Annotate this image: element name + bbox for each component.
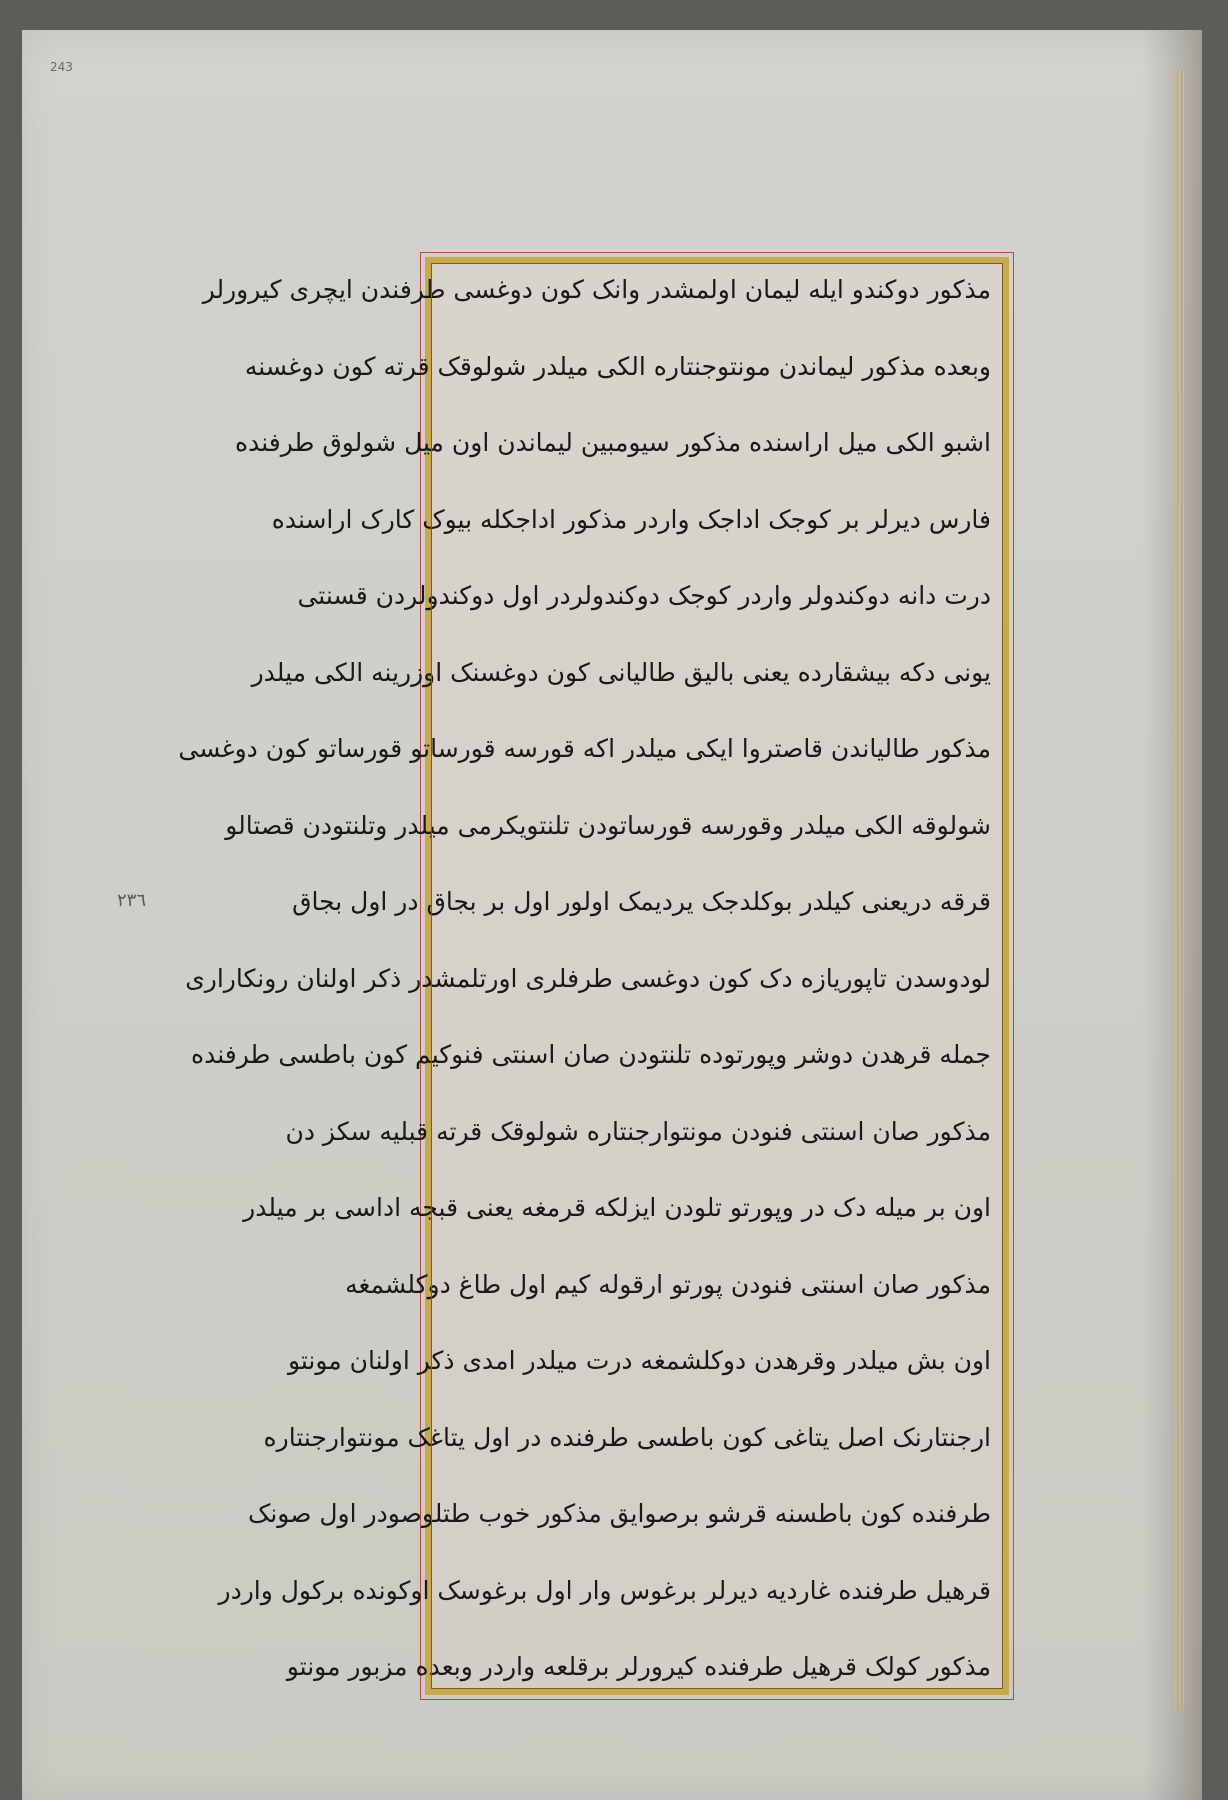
text-line: ارجنتارنک اصل یتاغی کون باطسی طرفنده در اول یتاغک مونتوارجنتاره [263,1422,991,1452]
manuscript-page [22,30,1202,1800]
marginal-page-number: ٢٣٦ [117,890,147,911]
text-block [178,275,991,1681]
text-line: فارس دیرلر بر کوجک اداجک واردر مذکور اداجکله بیوک کارک اراسنده [271,504,991,534]
text-line: جمله قرهدن دوشر وپورتوده تلنتودن صان اسنتی فنوکیم کون باطسی طرفنده [191,1040,991,1069]
text-line: شولوقه الکی میلدر وقورسه قورساتودن تلنتویکرمی میلدر وتلنتودن قصتالو [225,810,991,840]
text-line: مذکور دوکندو ایله لیمان اولمشدر وانک کون دوغسی طرفندن ایچری کیرورلر [202,275,991,304]
text-line: اون بش میلدر وقرهدن دوکلشمغه درت میلدر امدی ذکر اولنان مونتو [287,1346,991,1375]
text-line: اشبو الکی میل اراسنده مذکور سیومبین لیماندن اون میل شولوق طرفنده [234,428,991,457]
text-line: مذکور طالیاندن قاصتروا ایکی میلدر اکه قورسه قورساتو قورساتو کون دوغسی [178,734,991,763]
text-line: مذکور صان اسنتی فنودن پورتو ارقوله کیم اول طاغ دوکلشمغه [345,1269,991,1299]
text-line: قرقه دریعنی کیلدر بوکلدجک یردیمک اولور اول بر بجاق در اول بجاق [292,887,991,916]
gold-border [178,257,1009,1695]
text-line: مذکور کولک قرهیل طرفنده کیرورلر برقلعه واردر وبعده مزبور مونتو [286,1652,991,1681]
text-line: وبعده مذکور لیماندن مونتوجنتاره الکی میلدر شولوقک قرته کون دوغسنه [244,351,991,381]
text-line: یونی دکه بیشقارده یعنی بالیق طالیانی کون دوغسنک اوزرینه الکی میلدر [251,657,991,687]
page-gutter-shadow [1142,30,1202,1800]
folio-number: 243 [50,60,73,74]
text-line: طرفنده کون باطسنه قرشو برصوایق مذکور خوب طتلوصودر اول صونک [247,1499,991,1528]
text-frame [178,252,1014,1700]
text-line: مذکور صان اسنتی فنودن مونتوارجنتاره شولوقک قرته قبلیه سکز دن [285,1116,991,1146]
text-line: لودوسدن تاپوریازه دک کون دوغسی طرفلری اورتلمشدر ذکر اولنان رونکاراری [185,963,991,993]
text-line: قرهیل طرفنده غاردیه دیرلر برغوس وار اول برغوسک اوکونده برکول واردر [218,1575,991,1605]
text-line: درت دانه دوکندولر واردر کوجک دوکندولردر اول دوکندولردن قسنتی [297,581,991,610]
page-edge-strip [1174,70,1184,1710]
text-line: اون بر میله دک در وپورتو تلودن ایزلکه قرمغه یعنی قبجه اداسی بر میلدر [243,1193,991,1222]
